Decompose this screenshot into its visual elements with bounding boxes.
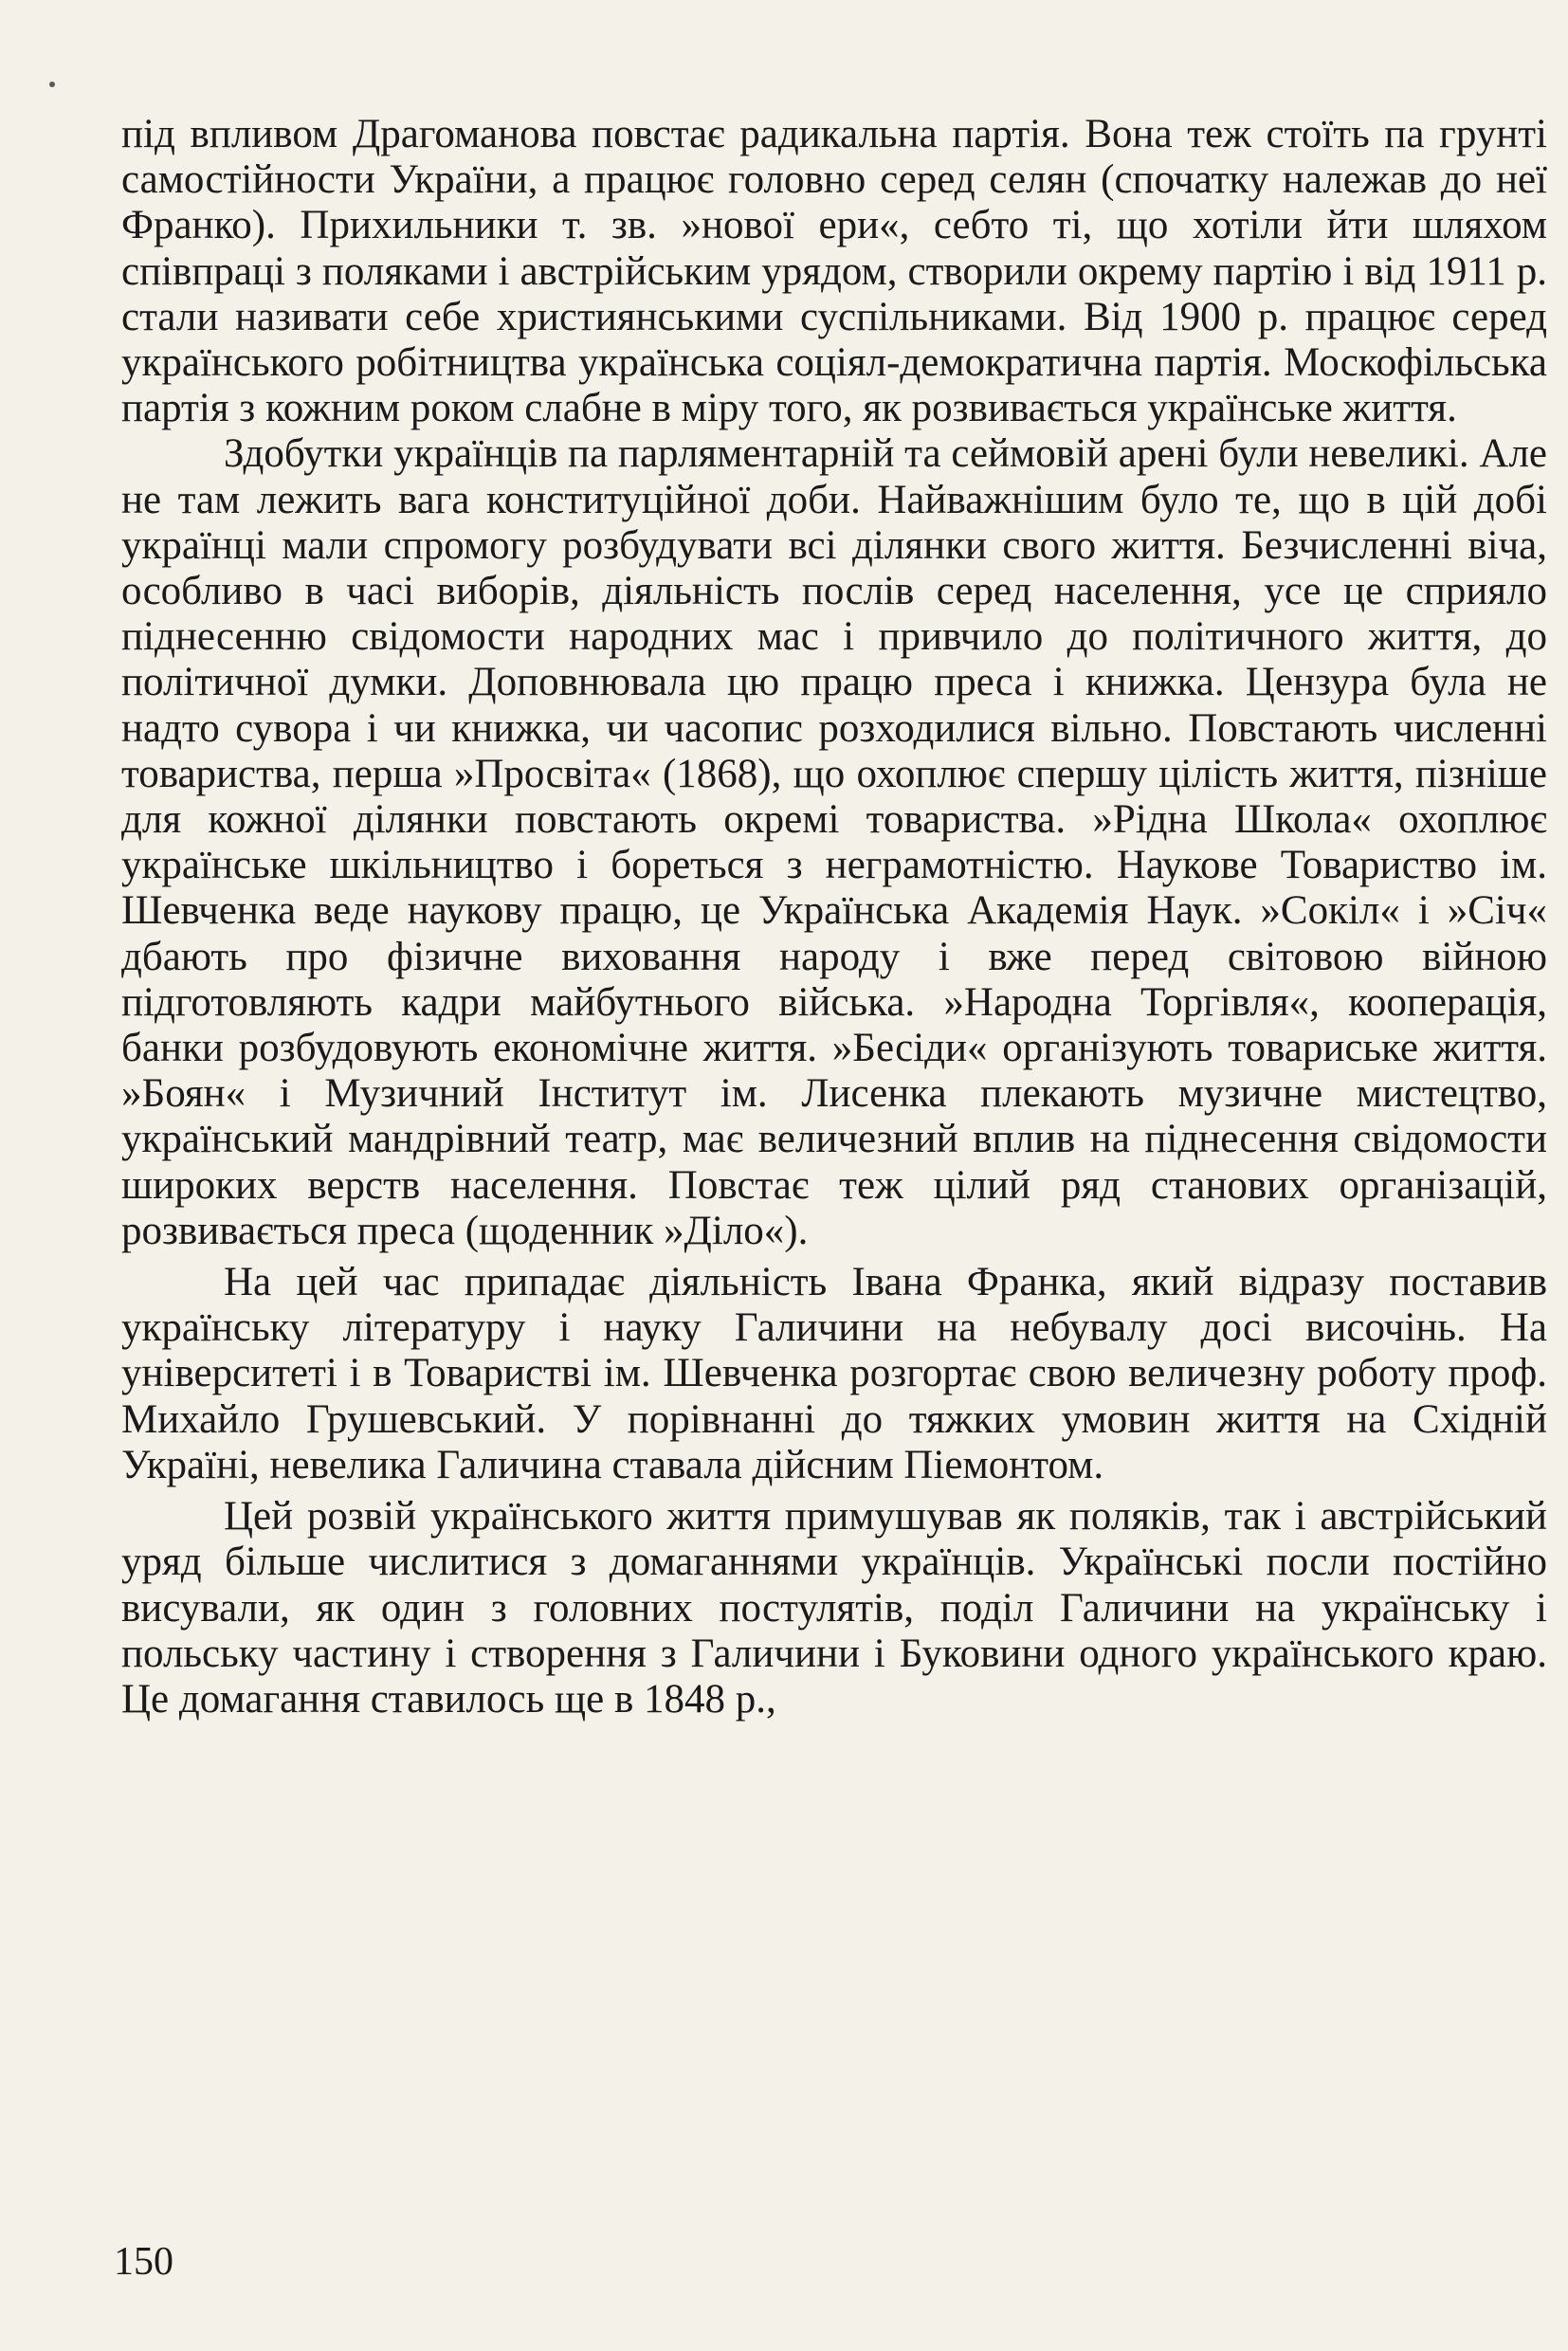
paragraph-3: На цей час припадає діяльність Івана Франка, який відразу поставив українську літературу і науку Галичини на небувалу досі височінь. На університеті і в Товаристві ім. Шевченка розгортає свою величезну роботу проф. Михайло Грушевський. У порівнанні до тяжких умовин життя на Східній Україні, невелика Галичина ставала дійсним Піемонтом. bbox=[121, 1260, 1547, 1487]
main-text bbox=[121, 112, 1547, 1722]
paragraph-4: Цей розвій українського життя примушував як поляків, так і австрійський уряд більше числитися з домаганнями українців. Українські посли постійно висували, як один з головних постулятів, поділ Галичини на українську і польську частину і створення з Галичини і Буковини одного українського краю. Це домагання ставилось ще в 1848 р., bbox=[121, 1494, 1547, 1722]
page-body bbox=[121, 112, 1547, 2330]
paragraph-1: під впливом Драгоманова повстає радикальна партія. Вона теж стоїть па грунті самостійности України, а працює головно серед селян (спочатку належав до неї Франко). Прихильники т. зв. »нової ери«, себто ті, що хотіли йти шляхом співпраці з поляками і австрійським урядом, створили окрему партію і від 1911 р. стали називати себе християнськими суспільниками. Від 1900 р. працює серед українського робітництва українська соціял-демократична партія. Москофільська партія з кожним роком слабне в міру того, як розвивається українське життя. bbox=[121, 112, 1547, 431]
scan-speck bbox=[49, 82, 55, 87]
paragraph-2: Здобутки українців па парляментарній та сеймовій арені були невеликі. Але не там лежить вага конституційної доби. Найважнішим було те, що в цій добі українці мали спромогу розбудувати всі ділянки свого життя. Безчисленні віча, особливо в часі виборів, діяльність послів серед населення, усе це сприяло піднесенню свідомости народних мас і привчило до політичного життя, до політичної думки. Доповнювала цю працю преса і книжка. Цензура була не надто сувора і чи книжка, чи часопис розходилися вільно. Повстають численні товариства, перша »Просвіта« (1868), що охоплює спершу цілість життя, пізніше для кожної ділянки повстають окремі товариства. »Рідна Школа« охоплює українське шкільництво і бореться з неграмотністю. Наукове Товариство ім. Шевченка веде наукову працю, це Українська Академія Наук. »Сокіл« і »Січ« дбають про фізичне виховання народу і вже перед світовою війною підготовляють кадри майбутнього війська. »Народна Торгівля«, кооперація, банки розбудовують економічне життя. »Бесіди« організують товариське життя. »Боян« і Музичний Інститут ім. Лисенка плекають музичне мистецтво, український мандрівний театр, має величезний вплив на піднесення свідомости широких верств населення. Повстає теж цілий ряд станових організацій, розвивається преса (щоденник »Діло«). bbox=[121, 431, 1547, 1253]
page-number: 150 bbox=[114, 2240, 173, 2284]
